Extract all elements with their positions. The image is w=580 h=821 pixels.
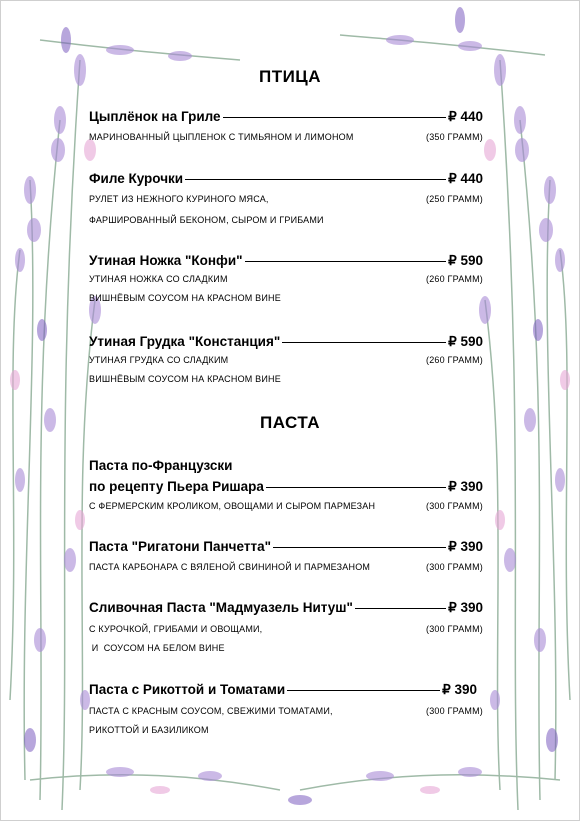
menu-item-description bbox=[89, 215, 483, 226]
menu-item bbox=[89, 457, 483, 512]
menu-item-weight: (260 ГРАММ) bbox=[426, 274, 483, 284]
description-line: И СОУСОМ НА БЕЛОМ ВИНЕ bbox=[89, 643, 225, 653]
menu-item-description bbox=[89, 293, 483, 304]
menu-item-price: ₽ 440 bbox=[448, 171, 483, 186]
description-line: ПАСТА С КРАСНЫМ СОУСОМ, СВЕЖИМИ ТОМАТАМИ, bbox=[89, 706, 333, 716]
menu-item-name-line: Паста по-Французски bbox=[89, 458, 233, 473]
description-line: РУЛЕТ ИЗ НЕЖНОГО КУРИНОГО МЯСА, bbox=[89, 194, 269, 204]
menu-item-header bbox=[89, 170, 483, 188]
menu-item-price: ₽ 590 bbox=[448, 253, 483, 268]
menu-item-name: Паста с Рикоттой и Томатами bbox=[89, 682, 286, 697]
description-line: УТИНАЯ НОЖКА СО СЛАДКИМ bbox=[89, 274, 228, 284]
description-line: С КУРОЧКОЙ, ГРИБАМИ И ОВОЩАМИ, bbox=[89, 624, 263, 634]
menu-item bbox=[89, 599, 483, 654]
menu-item-price: ₽ 590 bbox=[448, 334, 483, 349]
menu-item-description bbox=[89, 643, 483, 654]
menu-item-weight: (350 ГРАММ) bbox=[426, 132, 483, 142]
menu-item bbox=[89, 252, 483, 304]
menu-item-header bbox=[89, 333, 483, 351]
dotted-leader bbox=[355, 608, 446, 609]
dotted-leader bbox=[287, 690, 440, 691]
menu-item-price: ₽ 390 bbox=[448, 539, 483, 554]
menu-item-weight: (300 ГРАММ) bbox=[426, 624, 483, 634]
section-title-pasta: ПАСТА bbox=[259, 413, 321, 432]
menu-item bbox=[89, 538, 483, 573]
menu-item-weight: (300 ГРАММ) bbox=[426, 562, 483, 572]
description-line: ВИШНЁВЫМ СОУСОМ НА КРАСНОМ ВИНЕ bbox=[89, 374, 281, 384]
menu-item bbox=[89, 170, 483, 226]
dotted-leader bbox=[223, 117, 447, 118]
menu-item-weight: (250 ГРАММ) bbox=[426, 194, 483, 204]
description-line: РИКОТТОЙ И БАЗИЛИКОМ bbox=[89, 725, 209, 735]
menu-item-name: Утиная Грудка "Констанция" bbox=[89, 334, 281, 349]
dotted-leader bbox=[185, 179, 446, 180]
menu-item-price: ₽ 390 bbox=[448, 479, 483, 494]
menu-item-weight: (260 ГРАММ) bbox=[426, 355, 483, 365]
menu-item-name: Сливочная Паста "Мадмуазель Нитуш" bbox=[89, 600, 353, 615]
menu-item-header bbox=[89, 108, 483, 126]
menu-item-price: ₽ 390 bbox=[442, 682, 477, 697]
description-line: С ФЕРМЕРСКИМ КРОЛИКОМ, ОВОЩАМИ И СЫРОМ ПАРМЕЗАН bbox=[89, 501, 376, 511]
menu-item-description bbox=[89, 274, 483, 285]
menu-item-price: ₽ 390 bbox=[448, 600, 483, 615]
menu-item-name: Паста "Ригатони Панчетта" bbox=[89, 539, 271, 554]
menu-item-description bbox=[89, 725, 483, 736]
menu-item-name: Утиная Ножка "Конфи" bbox=[89, 253, 243, 268]
dotted-leader bbox=[273, 547, 446, 548]
menu-item-name: Филе Курочки bbox=[89, 171, 184, 186]
menu-item-name: по рецепту Пьера Ришара bbox=[89, 479, 264, 494]
menu-item-description bbox=[89, 706, 483, 717]
menu-item-price: ₽ 440 bbox=[448, 109, 483, 124]
section-title-poultry: ПТИЦА bbox=[258, 67, 322, 86]
dotted-leader bbox=[282, 342, 446, 343]
description-line: ПАСТА КАРБОНАРА С ВЯЛЕНОЙ СВИНИНОЙ И ПАРМЕЗАНОМ bbox=[89, 562, 371, 572]
menu-item-name: Цыплёнок на Гриле bbox=[89, 109, 221, 124]
menu-item-header bbox=[89, 252, 483, 270]
description-line: УТИНАЯ ГРУДКА СО СЛАДКИМ bbox=[89, 355, 229, 365]
menu-item-description bbox=[89, 132, 483, 143]
menu-item-description bbox=[89, 562, 483, 573]
menu-item-weight: (300 ГРАММ) bbox=[426, 706, 483, 716]
dotted-leader bbox=[245, 261, 447, 262]
menu-item-description bbox=[89, 355, 483, 366]
description-line: ФАРШИРОВАННЫЙ БЕКОНОМ, СЫРОМ И ГРИБАМИ bbox=[89, 215, 324, 225]
menu-item bbox=[89, 681, 483, 736]
menu-item bbox=[89, 108, 483, 143]
menu-item-description bbox=[89, 624, 483, 635]
menu-item-header bbox=[89, 478, 483, 496]
menu-item-header bbox=[89, 681, 477, 699]
dotted-leader bbox=[266, 487, 446, 488]
menu-item-header bbox=[89, 599, 483, 617]
menu-item-description bbox=[89, 501, 483, 512]
menu-item-header bbox=[89, 538, 483, 556]
description-line: МАРИНОВАННЫЙ ЦЫПЛЕНОК С ТИМЬЯНОМ И ЛИМОНОМ bbox=[89, 132, 354, 142]
menu-item-weight: (300 ГРАММ) bbox=[426, 501, 483, 511]
description-line: ВИШНЁВЫМ СОУСОМ НА КРАСНОМ ВИНЕ bbox=[89, 293, 281, 303]
menu-item-description bbox=[89, 374, 483, 385]
menu-item-description bbox=[89, 194, 483, 205]
menu-item bbox=[89, 333, 483, 385]
